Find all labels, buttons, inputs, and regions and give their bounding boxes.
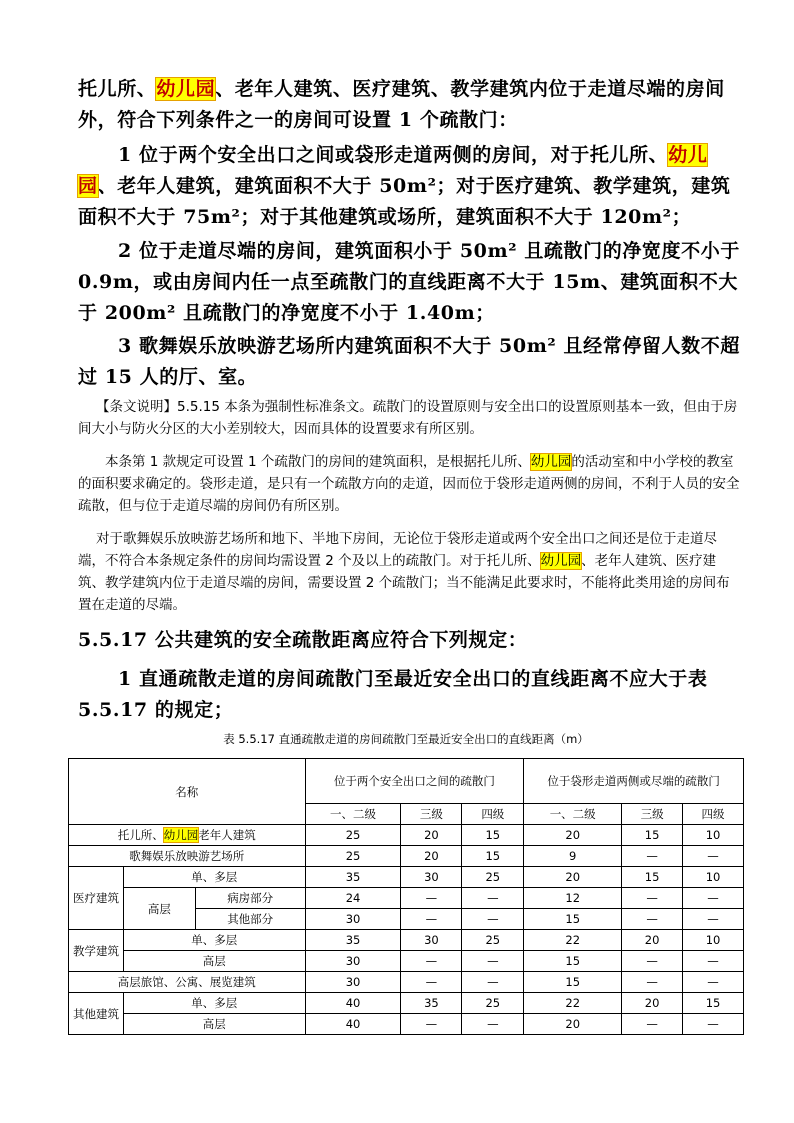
table-cell: 20 [622, 993, 683, 1014]
row-label: 高层 [123, 951, 305, 972]
table-cell: 30 [305, 909, 401, 930]
table-cell: — [462, 888, 524, 909]
table-cell: 25 [305, 825, 401, 846]
row-label: 其他部分 [195, 909, 305, 930]
text-span: 的活动室和中小学校的教室的面积要求确定的。袋形走道，是只有一个疏散方向的走道，因而位于袋形走道两侧的房间，不利于人员的安全疏散，但与位于走道尽端的房间仍有所区别。 [78, 454, 740, 514]
table-cell: 22 [524, 930, 622, 951]
text-span: 、老年人建筑、医疗建筑、教学建筑内位于走道尽端的房间，需要设置 2 个疏散门；当不能满足此要求时，不能将此类用途的房间布置在走道的尽端。 [78, 553, 730, 613]
table-cell: 20 [524, 1014, 622, 1035]
row-label: 单、多层 [123, 930, 305, 951]
header-name: 名称 [69, 759, 306, 825]
table-cell: 15 [683, 993, 744, 1014]
table-header-row [69, 759, 744, 804]
clause-2: 2 位于走道尽端的房间，建筑面积小于 50m² 且疏散门的净宽度不小于 0.9m，或由房间内任一点至疏散门的直线距离不大于 15m、建筑面积不大于 200m² 且疏散门的净宽度不小于 1.40m； [78, 240, 740, 324]
table-cell: 10 [683, 867, 744, 888]
table-cell: 20 [401, 846, 462, 867]
table-cell: — [622, 909, 683, 930]
table-cell: 15 [622, 867, 683, 888]
table-cell: 25 [305, 846, 401, 867]
subheader-cell: 三级 [622, 804, 683, 825]
table-cell: — [683, 909, 744, 930]
table-cell: — [622, 951, 683, 972]
table-cell: — [683, 1014, 744, 1035]
table-cell: — [401, 951, 462, 972]
table-cell: 15 [524, 951, 622, 972]
row-label: 高层 [123, 888, 195, 930]
table-row [69, 972, 744, 993]
row-label: 歌舞娱乐放映游艺场所 [69, 846, 306, 867]
table-cell: — [401, 909, 462, 930]
table-cell: 40 [305, 993, 401, 1014]
subheader-cell: 一、二级 [305, 804, 401, 825]
subheader-cell: 四级 [462, 804, 524, 825]
subheader-cell: 三级 [401, 804, 462, 825]
table-row [69, 1014, 744, 1035]
text-span: 老年人建筑 [198, 828, 256, 842]
table-cell: — [683, 888, 744, 909]
highlighted-term: 幼儿园 [530, 454, 572, 470]
table-cell: — [401, 972, 462, 993]
table-row [69, 951, 744, 972]
table-cell: 10 [683, 930, 744, 951]
table-cell: 24 [305, 888, 401, 909]
table-row [69, 825, 744, 846]
table-cell: 9 [524, 846, 622, 867]
table-cell: 15 [524, 972, 622, 993]
table-cell: 30 [401, 930, 462, 951]
header-between-exits: 位于两个安全出口之间的疏散门 [305, 759, 524, 804]
subheader-cell: 四级 [683, 804, 744, 825]
table-cell: — [462, 1014, 524, 1035]
clause-3: 3 歌舞娱乐放映游艺场所内建筑面积不大于 50m² 且经常停留人数不超过 15 人的厅、室。 [78, 335, 740, 388]
section-heading-5-5-17: 5.5.17 公共建筑的安全疏散距离应符合下列规定： [78, 629, 528, 651]
table-cell: 15 [524, 909, 622, 930]
text-span: 托儿所、 [117, 828, 164, 842]
group-label-other: 其他建筑 [69, 993, 124, 1035]
subheader-cell: 一、二级 [524, 804, 622, 825]
row-label: 高层 [123, 1014, 305, 1035]
explanation-paragraph [78, 451, 743, 517]
row-label: 病房部分 [195, 888, 305, 909]
table-cell: 25 [462, 993, 524, 1014]
table-cell: 30 [305, 951, 401, 972]
header-dead-end: 位于袋形走道两侧或尽端的疏散门 [524, 759, 744, 804]
table-cell: — [462, 972, 524, 993]
table-cell: 22 [524, 993, 622, 1014]
table-cell: — [462, 909, 524, 930]
highlighted-term: 幼儿园 [78, 144, 708, 197]
row-label: 单、多层 [123, 993, 305, 1014]
table-cell: 30 [305, 972, 401, 993]
table-row [69, 888, 744, 909]
table-row [69, 846, 744, 867]
evacuation-distance-table [68, 758, 744, 1035]
table-row [69, 930, 744, 951]
table-cell: 10 [683, 825, 744, 846]
text-span: 、老年人建筑，建筑面积不大于 50m²；对于医疗建筑、教学建筑，建筑面积不大于 75m²；对于其他建筑或场所，建筑面积不大于 120m²； [78, 175, 731, 228]
table-cell: — [622, 1014, 683, 1035]
table-cell: 35 [305, 867, 401, 888]
table-cell: — [622, 972, 683, 993]
table-cell: — [462, 951, 524, 972]
text-span: 对于歌舞娱乐放映游艺场所和地下、半地下房间，无论位于袋形走道或两个安全出口之间还是位于走道尽端，不符合本条规定条件的房间均需设置 2 个及以上的疏散门。对于托儿所、 [78, 531, 717, 569]
table-cell: — [683, 846, 744, 867]
table-cell: 20 [622, 930, 683, 951]
table-cell: 25 [462, 867, 524, 888]
table-cell: 12 [524, 888, 622, 909]
table-cell: 30 [401, 867, 462, 888]
highlighted-term: 幼儿园 [540, 553, 582, 569]
highlighted-term: 幼儿园 [163, 828, 199, 842]
table-cell: 35 [401, 993, 462, 1014]
paragraph-5-5-15-intro [78, 74, 743, 136]
table-cell: — [683, 951, 744, 972]
table-cell: 35 [305, 930, 401, 951]
table-cell: — [683, 972, 744, 993]
table-cell: 40 [305, 1014, 401, 1035]
group-label-medical: 医疗建筑 [69, 867, 124, 930]
text-span: 本条第 1 款规定可设置 1 个疏散门的房间的建筑面积，是根据托儿所、 [105, 454, 531, 470]
table-cell: 15 [462, 825, 524, 846]
highlighted-term: 幼儿园 [156, 78, 216, 100]
table-caption: 表 5.5.17 直通疏散走道的房间疏散门至最近安全出口的直线距离（m） [223, 732, 589, 746]
table-cell: 20 [524, 825, 622, 846]
table-cell: 15 [462, 846, 524, 867]
text-span: 托儿所、 [78, 78, 157, 100]
explanation-paragraph: 【条文说明】5.5.15 本条为强制性标准条文。疏散门的设置原则与安全出口的设置原则基本一致，但由于房间大小与防火分区的大小差别较大，因而具体的设置要求有所区别。 [78, 399, 738, 437]
table-cell: — [401, 888, 462, 909]
table-cell: 20 [401, 825, 462, 846]
table-row [69, 867, 744, 888]
table-cell: — [401, 1014, 462, 1035]
table-cell: 20 [524, 867, 622, 888]
clause-1 [78, 140, 743, 233]
row-label: 单、多层 [123, 867, 305, 888]
table-cell: — [622, 888, 683, 909]
explanation-paragraph [78, 528, 743, 616]
text-span: 1 位于两个安全出口之间或袋形走道两侧的房间，对于托儿所、 [118, 144, 669, 166]
group-label-teaching: 教学建筑 [69, 930, 124, 972]
clause-1-5-5-17: 1 直通疏散走道的房间疏散门至最近安全出口的直线距离不应大于表 5.5.17 的规定； [78, 668, 708, 721]
table-cell: 25 [462, 930, 524, 951]
table-cell: 15 [622, 825, 683, 846]
table-row [69, 993, 744, 1014]
text-span: 、老年人建筑、医疗建筑、教学建筑内位于走道尽端的房间外，符合下列条件之一的房间可设置 1 个疏散门： [78, 78, 725, 131]
row-label: 高层旅馆、公寓、展览建筑 [69, 972, 306, 993]
table-cell: — [622, 846, 683, 867]
row-label [69, 825, 306, 846]
